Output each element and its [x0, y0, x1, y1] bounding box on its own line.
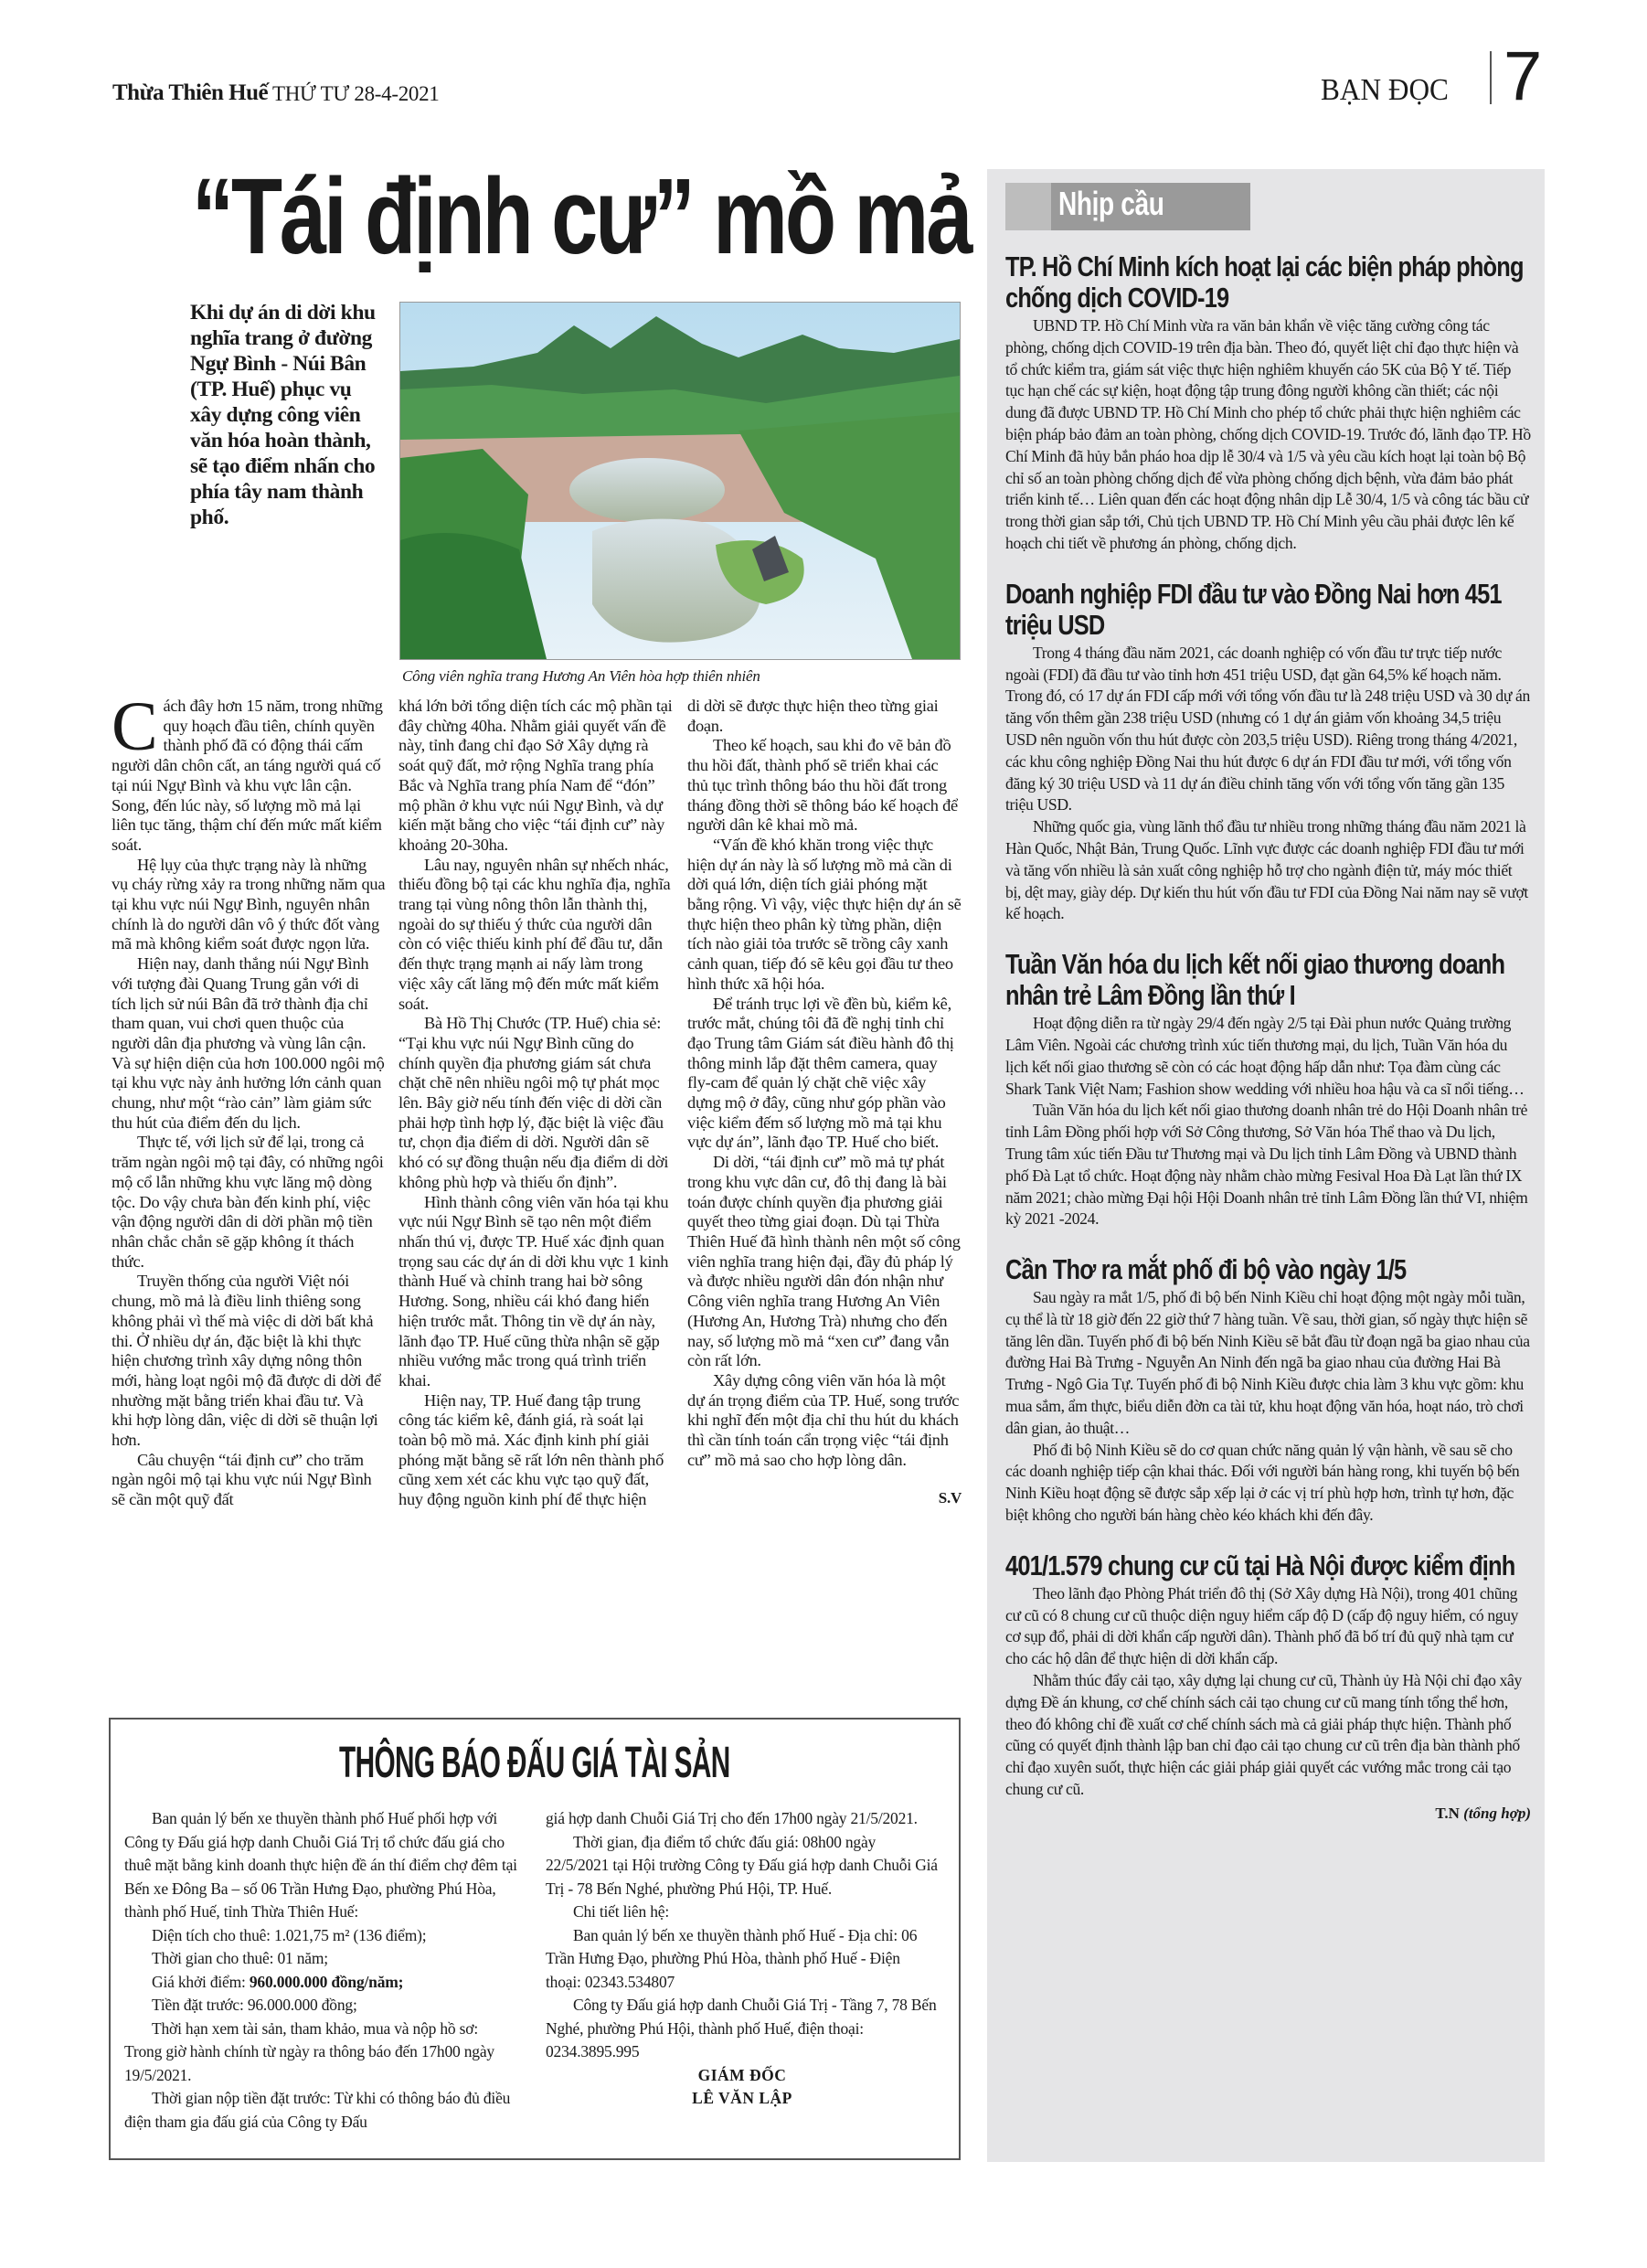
article-paragraph: “Vấn đề khó khăn trong việc thực hiện dự án này là số lượng mồ mả cần di dời quá lớn, diện tích giải phóng mặt bằng rộng. Vì vậy, việc thực hiện dự án sẽ thực hiện theo phân kỳ từng phần, diện tích nào giải tỏa trước sẽ trồng cây xanh cảnh quan, tiếp đó sẽ kêu gọi đầu tư theo hình thức xã hội hóa. — [687, 835, 962, 993]
news-paragraph: Tuần Văn hóa du lịch kết nối giao thương doanh nhân trẻ do Hội Doanh nhân trẻ tỉnh Lâm Đồng phối hợp với Sở Công thương, Sở Văn hóa Thể thao và Du lịch, Trung tâm xúc tiến Đầu tư Thương mại và Du lịch tỉnh Lâm Đồng và UBND thành phố Đà Lạt tổ chức. Hoạt động này nhằm chào mừng Fesival Hoa Đà Lạt lần thứ IX năm 2021; chào mừng Đại hội Hội Doanh nhân trẻ tỉnh Lâm Đồng lần thứ VI, nhiệm kỳ 2021 -2024. — [1005, 1101, 1528, 1229]
article-paragraph: Cách đây hơn 15 năm, trong những quy hoạch đầu tiên, chính quyền thành phố đã có động thái cấm người dân chôn cất, an táng người quá cố tại núi Ngự Bình và khu vực lân cận. Song, đến lúc này, số lượng mồ mả lại liên tục tăng, thậm chí đến mức mất kiểm soát. — [112, 688, 383, 854]
news-paragraph: Theo lãnh đạo Phòng Phát triển đô thị (Sở Xây dựng Hà Nội), trong 401 chũng cư cũ có 8 chung cư cũ thuộc diện nguy hiểm cấp độ D (cấp độ nguy hiểm, có nguy cơ sụp đổ, phải di dời khẩn cấp người dân). Thành phố đã bố trí đủ quỹ nhà tạm cư cho các hộ dân để thực hiện di dời khẩn cấp. — [1005, 1583, 1519, 1668]
article-paragraph: Theo kế hoạch, sau khi đo vẽ bản đồ thu hồi đất, thành phố sẽ triển khai các thủ tục trình thông báo thu hồi đất trong tháng đồng thời sẽ thông báo kế hoạch để người dân kê khai mồ mả. — [687, 736, 958, 835]
article-paragraph: khá lớn bởi tổng diện tích các mộ phần tại đây chừng 40ha. Nhằm giải quyết vấn đề này, tỉnh đang chỉ đạo Sở Xây dựng rà soát quỹ đất, mở rộng Nghĩa trang phía Bắc và Nghĩa trang phía Nam để “đón” mộ phần ở khu vực núi Ngự Bình, và dự kiến mặt bằng cho việc “tái định cư” này khoảng 20-30ha. — [398, 697, 673, 854]
news-roundup-sidebar — [987, 169, 1545, 2162]
photo-caption: Công viên nghĩa trang Hương An Viên hòa hợp thiên nhiên — [402, 667, 760, 685]
article-paragraph: Xây dựng công viên văn hóa là một dự án trọng điểm của TP. Huế, song trước khi nghĩ đến một địa chỉ thu hút du khách thì cần tính toán cẩn trọng việc “tái định cư” mồ mả sao cho hợp lòng dân. — [687, 1370, 960, 1469]
sidebar-byline: T.N (tổng hợp) — [1435, 1804, 1531, 1822]
article-paragraph: Thực tế, với lịch sử để lại, trong cả trăm ngàn ngôi mộ tại đây, có những ngôi mộ cổ lẫn những khu vực lăng mộ dòng tộc. Do vậy chưa bàn đến kinh phí, việc vận động người dân di dời phần mộ tiền nhân chắc chắn sẽ gặp không ít thách thức. — [112, 1133, 384, 1271]
news-paragraph: Những quốc gia, vùng lãnh thổ đầu tư nhiều trong những tháng đầu năm 2021 là Hàn Quốc, Nhật Bản, Trung Quốc. Lĩnh vực được các doanh nghiệp FDI đầu tư mới và tăng vốn nhiều là sản xuất công nghiệp hỗ trợ cho ngành điện tử, máy móc thiết bị, dệt may, giày dép. Dự kiến thu hút vốn đầu tư FDI của Đồng Nai năm nay sẽ vượt kế hoạch. — [1005, 817, 1528, 923]
sidebar-content — [1005, 251, 1531, 1847]
notice-paragraph: Thời gian nộp tiền đặt trước: Từ khi có thông báo đủ điều điện tham gia đấu giá của Công ty Đấu — [124, 2089, 511, 2131]
news-item — [1005, 949, 1531, 1230]
article-paragraph: di dời sẽ được thực hiện theo từng giai đoạn. — [687, 697, 939, 735]
tag-accent — [1005, 183, 1051, 230]
signer-title: GIÁM ĐỐC — [697, 2065, 787, 2084]
news-paragraph: Phố đi bộ Ninh Kiều sẽ do cơ quan chức năng quản lý vận hành, về sau sẽ cho các doanh nghiệp tiếp cận khai thác. Đối với người bán hàng rong, khi tuyến bộ bến Ninh Kiều hoạt động sẽ được sắp xếp lại ở các vị trí phù hợp hơn, trình tự hơn, đặc biệt không cho người bán hàng chèo kéo khách khi đến đây. — [1005, 1440, 1520, 1525]
notice-paragraph: Tiền đặt trước: 96.000.000 đồng; — [152, 1996, 357, 2014]
notice-title: THÔNG BÁO ĐẤU GIÁ TÀI SẢN — [339, 1739, 730, 1787]
notice-paragraph: Diện tích cho thuê: 1.021,75 m² (136 điểm); — [152, 1925, 427, 1944]
auction-notice — [109, 1718, 961, 2160]
article-column-3 — [687, 697, 962, 1508]
news-paragraph: UBND TP. Hồ Chí Minh vừa ra văn bản khẩn về việc tăng cường công tác phòng, chống dịch COVID-19 trên địa bàn. Theo đó, quyết liệt chỉ đạo thực hiện và tổ chức kiểm tra, giám sát việc thực hiện nghiêm khuyến cáo 5K của Bộ Y tế. Tiếp tục hạn chế các sự kiện, hoạt động tập trung đông người không cần thiết; các nội dung đã được UBND TP. Hồ Chí Minh cho phép tổ chức phải thực hiện nghiêm các biện pháp bảo đảm an toàn phòng, chống dịch COVID-19. Trước đó, lãnh đạo TP. Hồ Chí Minh đã hủy bắn pháo hoa dịp lễ 30/4 và 1/5 và yêu cầu kích hoạt lại toàn bộ Bộ chỉ số an toàn phòng chống dịch để vừa phòng chống dịch bệnh, vừa đảm bảo phát triển kinh tế… Liên quan đến các hoạt động nhân dịp Lễ 30/4, 1/5 và công tác bầu cử trong thời gian sắp tới, Chủ tịch UBND TP. Hồ Chí Minh yêu cầu phải được lên kế hoạch chi tiết về phương án phòng, chống dịch. — [1005, 316, 1531, 552]
notice-column-right — [546, 1807, 939, 2111]
newspaper-name: Thừa Thiên Huế — [112, 80, 269, 105]
notice-paragraph: Chi tiết liên hệ: — [573, 1902, 669, 1921]
tag-label: Nhịp cầu — [1058, 185, 1164, 222]
news-title: Cần Thơ ra mắt phố đi bộ vào ngày 1/5 — [1005, 1253, 1407, 1286]
article-photo — [399, 302, 961, 660]
article-paragraph: Hiện nay, TP. Huế đang tập trung công tác kiểm kê, đánh giá, rà soát lại toàn bộ mồ mả. Xác định kinh phí giải phóng mặt bằng sẽ rất lớn nên thành phố cũng xem xét các khu vực tạo quỹ đất, huy động nguồn kinh phí để thực hiện — [398, 1390, 664, 1509]
notice-column-left — [124, 1807, 517, 2134]
section-name: BẠN ĐỌC — [1321, 73, 1449, 107]
news-title: 401/1.579 chung cư cũ tại Hà Nội được kiểm định — [1005, 1549, 1515, 1581]
notice-paragraph: Thời gian, địa điểm tổ chức đấu giá: 08h00 ngày 22/5/2021 tại Hội trường Công ty Đấu giá hợp danh Chuỗi Giá Trị - 78 Bến Nghé, phường Phú Hội, TP. Huế. — [546, 1832, 938, 1898]
notice-paragraph: giá hợp danh Chuỗi Giá Trị cho đến 17h00 ngày 21/5/2021. — [546, 1809, 918, 1827]
news-item — [1005, 251, 1531, 555]
news-item — [1005, 1254, 1531, 1527]
drop-cap: C — [112, 688, 158, 765]
header-divider — [1490, 51, 1492, 104]
article-lede: Khi dự án di dời khu nghĩa trang ở đường Ngự Bình - Núi Bân (TP. Huế) phục vụ xây dựng công viên văn hóa hoàn thành, sẽ tạo điểm nhấn cho phía tây nam thành phố. — [190, 301, 376, 529]
notice-paragraph: Thời gian cho thuê: 01 năm; — [152, 1949, 328, 1967]
article-paragraph: Câu chuyện “tái định cư” cho trăm ngàn ngôi mộ tại khu vực núi Ngự Bình sẽ cần một quỹ đất — [112, 1450, 372, 1509]
section-tag — [1005, 183, 1250, 230]
issue-date: THỨ TƯ 28-4-2021 — [272, 82, 440, 105]
notice-paragraph: Công ty Đấu giá hợp danh Chuỗi Giá Trị - Tầng 7, 78 Bến Nghé, phường Phú Hội, thành phố Huế, điện thoại: 0234.3895.995 — [546, 1996, 937, 2060]
article-column-1 — [112, 688, 386, 1510]
news-paragraph: Nhằm thúc đẩy cải tạo, xây dựng lại chung cư cũ, Thành ủy Hà Nội chỉ đạo xây dựng Đề án khung, cơ chế chính sách cải tạo chung cư cũ mang tính tổng thể hơn, theo đó không chỉ đề xuất cơ chế chính sách mà cả giải pháp thực hiện. Thành phố cũng có quyết định thành lập ban chỉ đạo cải tạo chung cư cũ trên địa bàn thành phố chỉ đạo xuyên suốt, thực hiện các giải pháp giải quyết các vướng mắc trong cải tạo chung cư cũ. — [1005, 1671, 1522, 1799]
page-number: 7 — [1504, 37, 1543, 115]
news-title: Doanh nghiệp FDI đầu tư vào Đồng Nai hơn 451 triệu USD — [1005, 577, 1502, 641]
article-column-2 — [398, 697, 673, 1510]
news-title: TP. Hồ Chí Minh kích hoạt lại các biện pháp phòng chống dịch COVID-19 — [1005, 250, 1524, 314]
news-item — [1005, 1550, 1531, 1823]
article-paragraph: Bà Hồ Thị Chước (TP. Huế) chia sẻ: “Tại khu vực núi Ngự Bình cũng do chính quyền địa phương giám sát chưa chặt chẽ nên nhiều ngôi mộ tự phát mọc lên. Bây giờ nếu tính đến việc di dời cần phải hợp tình hợp lý, đặc biệt là việc đầu tư, chọn địa điểm di dời. Người dân sẽ khó có sự đồng thuận nếu địa điểm di dời không phù hợp và thiếu ổn định”. — [398, 1014, 669, 1191]
article-paragraph: Hệ lụy của thực trạng này là những vụ cháy rừng xảy ra trong những năm qua tại khu vực núi Ngự Bình, nguyên nhân chính là do người dân vô ý thức đốt vàng mã mà không kiểm soát được ngọn lửa. — [112, 855, 386, 953]
notice-price: Giá khởi điểm: 960.000.000 đồng/năm; — [152, 1972, 404, 1991]
news-paragraph: Hoạt động diễn ra từ ngày 29/4 đến ngày 2/5 tại Đài phun nước Quảng trường Lâm Viên. Ngoài các chương trình xúc tiến thương mại, du lịch, Tuần Văn hóa du lịch kết nối giao thương sẽ còn có các hoạt động hấp dẫn như: Tọa đàm cùng các Shark Tank Việt Nam; Fashion show wedding với nhiều hoa hậu và ca sĩ nổi tiếng… — [1005, 1014, 1525, 1098]
signer-name: LÊ VĂN LẬP — [692, 2089, 792, 2107]
news-title: Tuần Văn hóa du lịch kết nối giao thương doanh nhân trẻ Lâm Đồng lần thứ I — [1005, 948, 1505, 1012]
landscape-photo-icon — [400, 303, 960, 659]
article-paragraph: Hình thành công viên văn hóa tại khu vực núi Ngự Bình sẽ tạo nên một điểm nhấn thú vị, được TP. Huế xác định quan trọng sau các dự án di dời khu vực 1 kinh thành Huế và chỉnh trang hai bờ sông Hương. Song, nhiều cái khó đang hiển hiện trước mắt. Thông tin về dự án này, lãnh đạo TP. Huế cũng thừa nhận sẽ gặp nhiều vướng mắc trong quá trình triển khai. — [398, 1192, 669, 1390]
article-paragraph: Hiện nay, danh thắng núi Ngự Bình với tượng đài Quang Trung gắn với di tích lịch sử núi Bân đã trở thành địa chỉ tham quan, vui chơi quen thuộc của người dân địa phương và vùng lân cận. Và sự hiện diện của hơn 100.000 ngôi mộ tại khu vực này ảnh hưởng lớn cảnh quan chung, như một “rào cản” làm giảm sức thu hút của điểm đến du lịch. — [112, 954, 385, 1132]
article-headline: “Tái định cư” mồ mả — [192, 156, 971, 277]
news-paragraph: Trong 4 tháng đầu năm 2021, các doanh nghiệp có vốn đầu tư trực tiếp nước ngoài (FDI) đã đầu tư vào tỉnh hơn 451 triệu USD, đạt gần 64,5% kế hoạch năm. Trong đó, có 17 dự án FDI cấp mới với tổng vốn đầu tư là 248 triệu USD và 30 dự án tăng vốn thêm gần 238 triệu USD (nhưng có 1 dự án giảm vốn khoảng 34,5 triệu USD nên nguồn vốn thu hút được còn 203,5 triệu USD). Riêng trong tháng 4/2021, các khu công nghiệp Đồng Nai thu hút được 6 dự án FDI đầu tư mới, với tổng vốn đăng ký 30 triệu USD và 11 dự án điều chỉnh tăng vốn với tổng vốn tăng gần 135 triệu USD. — [1005, 643, 1530, 815]
article-paragraph: Truyền thống của người Việt nói chung, mồ mả là điều linh thiêng song không phải vì thế mà việc di dời bất khả thi. Ở nhiều dự án, đặc biệt là khi thực hiện chương trình xây dựng nông thôn mới, hàng loạt ngôi mộ đã được di dời để nhường mặt bằng triển khai đầu tư. Và khi hợp lòng dân, việc di dời sẽ thuận lợi hơn. — [112, 1272, 381, 1450]
article-paragraph: Để tránh trục lợi về đền bù, kiểm kê, trước mắt, chúng tôi đã đề nghị tỉnh chỉ đạo Trung tâm Giám sát điều hành đô thị thông minh lắp đặt thêm camera, quay fly-cam để quản lý chặt chẽ việc xây dựng mộ ở đây, cũng như góp phần vào việc kiểm đếm số lượng mồ mả tại khu vực dự án”, lãnh đạo TP. Huế cho biết. — [687, 994, 954, 1152]
news-paragraph: Sau ngày ra mắt 1/5, phố đi bộ bến Ninh Kiều chỉ hoạt động một ngày mỗi tuần, cụ thể là từ 18 giờ đến 22 giờ thứ 7 hàng tuần. Về sau, thời gian, số ngày thực hiện sẽ tăng lên dần. Tuyến phố đi bộ bến Ninh Kiều sẽ bắt đầu từ đoạn ngã ba giao nhau của đường Hai Bà Trưng - Nguyễn An Ninh đến ngã ba giao nhau của đường Hai Bà Trưng - Ngô Gia Tự. Tuyến phố đi bộ Ninh Kiều được chia làm 3 khu vực gồm: khu mua sắm, ẩm thực, biểu diễn đờn ca tài tử, khu hoạt động văn hóa, hoạt náo, trò chơi dân gian, ảo thuật… — [1005, 1288, 1530, 1437]
notice-paragraph: Ban quản lý bến xe thuyền thành phố Huế phối hợp với Công ty Đấu giá hợp danh Chuỗi Giá Trị tổ chức đấu giá cho thuê mặt bằng kinh doanh thực hiện đề án thí điểm chợ đêm tại Bến xe Đông Ba – số 06 Trần Hưng Đạo, phường Phú Hòa, thành phố Huế, tỉnh Thừa Thiên Huế: — [124, 1809, 517, 1921]
article-paragraph: Di dời, “tái định cư” mồ mả tự phát trong khu vực dân cư, đô thị đang là bài toán được chính quyền địa phương giải quyết theo từng giai đoạn. Dù tại Thừa Thiên Huế đã hình thành nên một số công viên nghĩa trang hiện đại, đầy đủ pháp lý và được nhiều người dân đón nhận như Công viên nghĩa trang Hương An Viên (Hương An, Hương Trà) nhưng cho đến nay, số lượng mồ mả “xen cư” đang vẫn còn rất lớn. — [687, 1153, 961, 1370]
news-item — [1005, 579, 1531, 925]
article-byline: S.V — [938, 1489, 962, 1507]
article-paragraph: Lâu nay, nguyên nhân sự nhếch nhác, thiếu đồng bộ tại các khu nghĩa địa, nghĩa trang tại vùng nông thôn lẫn thành thị, ngoài do sự thiếu ý thức của người dân còn có việc thiếu kinh phí để đầu tư, dẫn đến thực trạng mạnh ai nấy làm trong việc xây cất lăng mộ đến mức mất kiểm soát. — [398, 855, 671, 1013]
notice-paragraph: Thời hạn xem tài sản, tham khảo, mua và nộp hồ sơ: Trong giờ hành chính từ ngày ra thông báo đến 17h00 ngày 19/5/2021. — [124, 2018, 494, 2084]
notice-paragraph: Ban quản lý bến xe thuyền thành phố Huế - Địa chỉ: 06 Trần Hưng Đạo, phường Phú Hòa, thành phố Huế - Điện thoại: 02343.534807 — [546, 1925, 918, 1991]
